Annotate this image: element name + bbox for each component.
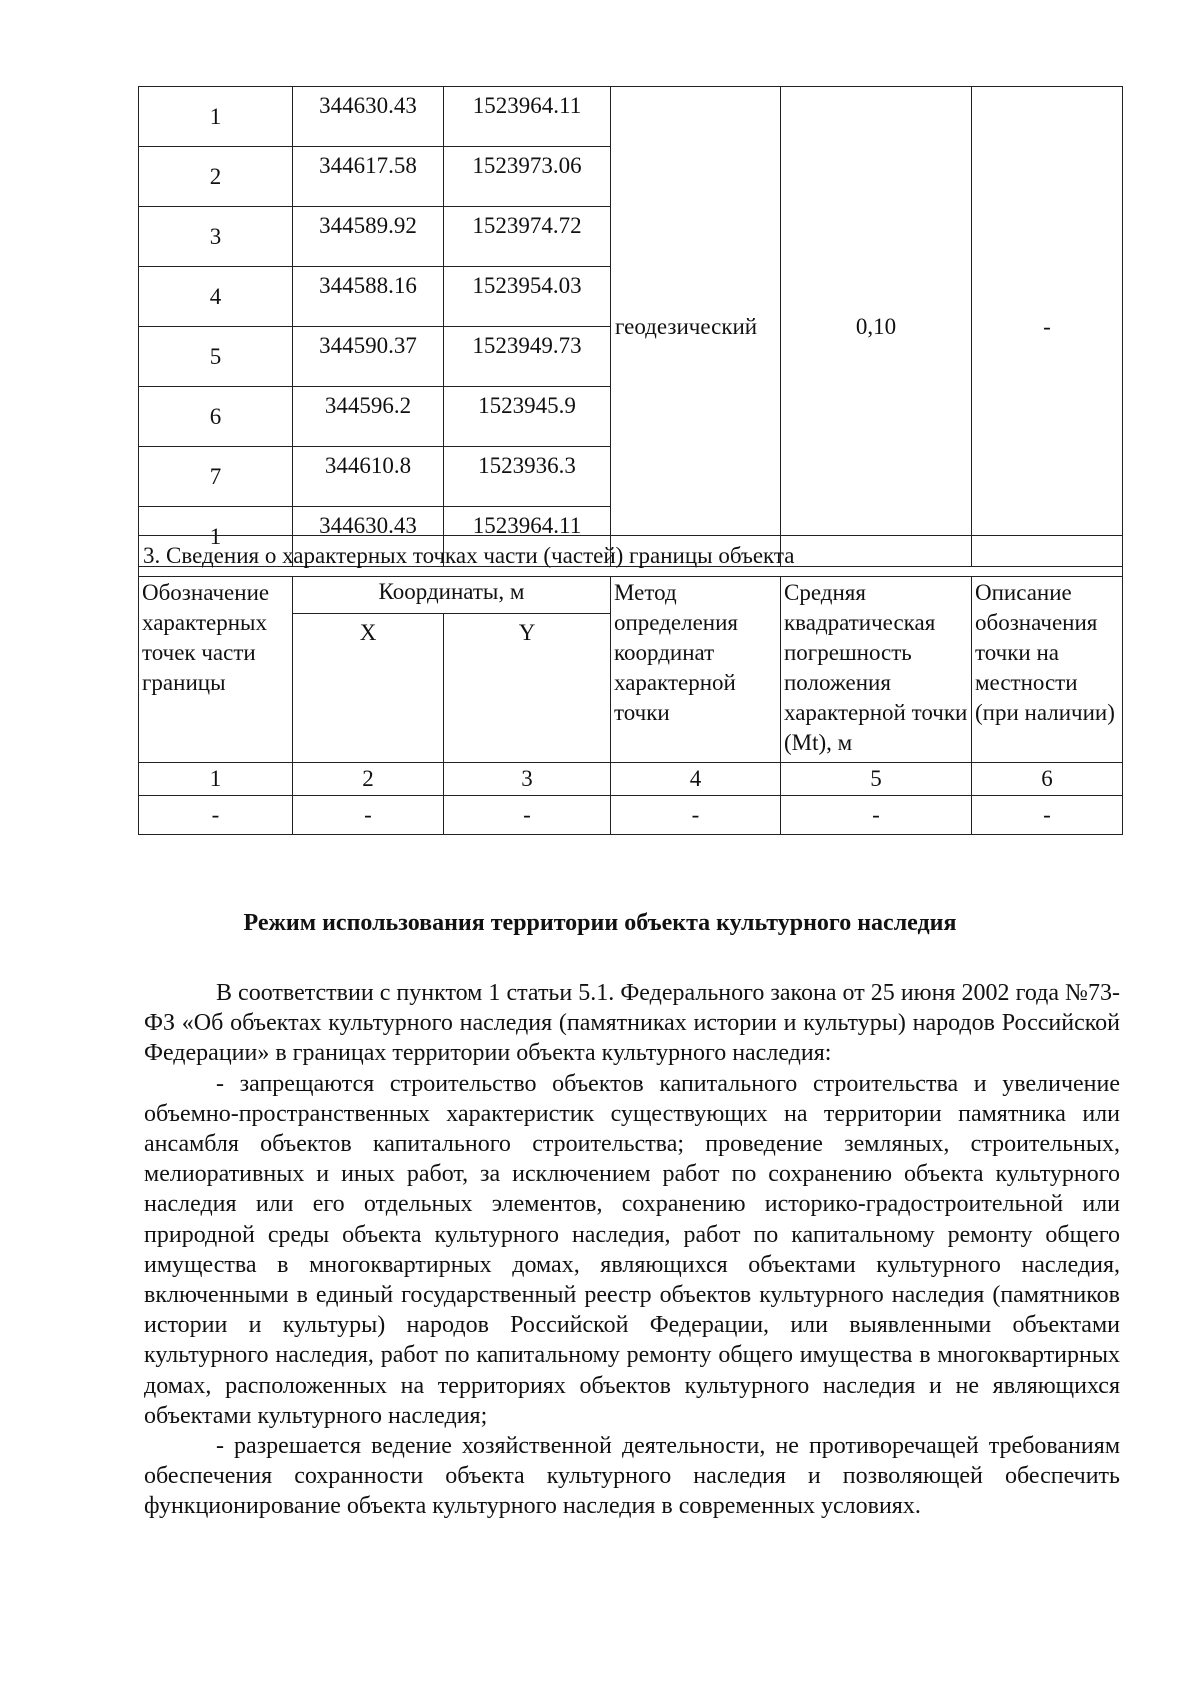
- column-number: 4: [611, 763, 781, 796]
- point-number: 5: [139, 327, 293, 387]
- column-number: 2: [293, 763, 444, 796]
- x-coordinate: 344617.58: [293, 147, 444, 207]
- x-coordinate: 344630.43: [293, 507, 444, 567]
- method-cell: геодезический: [611, 87, 781, 567]
- section-title: 3. Сведения о характерных точках части (частей) границы объекта: [139, 536, 1123, 577]
- header-designation: Обозначение характерных точек части границы: [139, 577, 293, 763]
- y-coordinate: 1523973.06: [444, 147, 611, 207]
- column-number-row: [139, 763, 1123, 796]
- empty-cell: -: [293, 796, 444, 835]
- x-coordinate: 344630.43: [293, 87, 444, 147]
- point-number: 1: [139, 87, 293, 147]
- x-coordinate: 344610.8: [293, 447, 444, 507]
- point-number: 4: [139, 267, 293, 327]
- y-coordinate: 1523964.11: [444, 87, 611, 147]
- y-coordinate: 1523964.11: [444, 507, 611, 567]
- empty-cell: -: [781, 796, 972, 835]
- empty-data-row: [139, 796, 1123, 835]
- regime-body: [144, 978, 1120, 1522]
- x-coordinate: 344596.2: [293, 387, 444, 447]
- column-number: 6: [972, 763, 1123, 796]
- header-description: Описание обозначения точки на местности (при наличии): [972, 577, 1123, 763]
- x-coordinate: 344588.16: [293, 267, 444, 327]
- point-number: 3: [139, 207, 293, 267]
- prohibition-paragraph: - запрещаются строительство объектов капитального строительства и увеличение объемно-пространственных характеристик существующих на территории памятника или ансамбля объектов капитального строительства; проведение земляных, строительных, мелиоративных и иных работ, за исключением работ по сохранению объекта культурного наследия или его отдельных элементов, сохранению историко-градостроительной или природной среды объекта культурного наследия, работ по капитальному ремонту общего имущества в многоквартирных домах, являющихся объектами культурного наследия, включенными в единый государственный реестр объектов культурного наследия (памятников истории и культуры) народов Российской Федерации, или выявленными объектами культурного наследия, работ по капитальному ремонту общего имущества в многоквартирных домах, расположенных на территориях объектов культурного наследия и не являющихся объектами культурного наследия;: [144, 1070, 1120, 1429]
- table-row: [139, 87, 1123, 147]
- y-coordinate: 1523945.9: [444, 387, 611, 447]
- x-coordinate: 344589.92: [293, 207, 444, 267]
- empty-cell: -: [139, 796, 293, 835]
- column-number: 1: [139, 763, 293, 796]
- column-number: 3: [444, 763, 611, 796]
- header-y: Y: [444, 614, 611, 763]
- y-coordinate: 1523974.72: [444, 207, 611, 267]
- permission-paragraph: - разрешается ведение хозяйственной деятельности, не противоречащей требованиям обеспечения сохранности объекта культурного наследия и позволяющей обеспечить функционирование объекта культурного наследия в современных условиях.: [144, 1433, 1120, 1520]
- empty-cell: -: [972, 796, 1123, 835]
- x-coordinate: 344590.37: [293, 327, 444, 387]
- empty-cell: -: [444, 796, 611, 835]
- accuracy-cell: 0,10: [781, 87, 972, 567]
- empty-cell: -: [611, 796, 781, 835]
- regime-heading: Режим использования территории объекта культурного наследия: [243, 910, 957, 936]
- intro-paragraph: В соответствии с пунктом 1 статьи 5.1. Федерального закона от 25 июня 2002 года №73-ФЗ «Об объектах культурного наследия (памятниках истории и культуры) народов Российской Федерации» в границах территории объекта культурного наследия:: [144, 980, 1120, 1067]
- column-number: 5: [781, 763, 972, 796]
- point-number: 7: [139, 447, 293, 507]
- header-method: Метод определения координат характерной точки: [611, 577, 781, 763]
- point-number: 2: [139, 147, 293, 207]
- point-number: 1: [139, 507, 293, 567]
- coordinates-table: [138, 86, 1123, 567]
- y-coordinate: 1523954.03: [444, 267, 611, 327]
- header-row: [139, 577, 1123, 614]
- header-accuracy: Средняя квадратическая погрешность положения характерной точки (Mt), м: [781, 577, 972, 763]
- point-number: 6: [139, 387, 293, 447]
- header-coordinates: Координаты, м: [293, 577, 611, 614]
- header-x: X: [293, 614, 444, 763]
- boundary-parts-table: [138, 535, 1123, 835]
- section-title-row: [139, 536, 1123, 577]
- description-cell: -: [972, 87, 1123, 567]
- y-coordinate: 1523949.73: [444, 327, 611, 387]
- y-coordinate: 1523936.3: [444, 447, 611, 507]
